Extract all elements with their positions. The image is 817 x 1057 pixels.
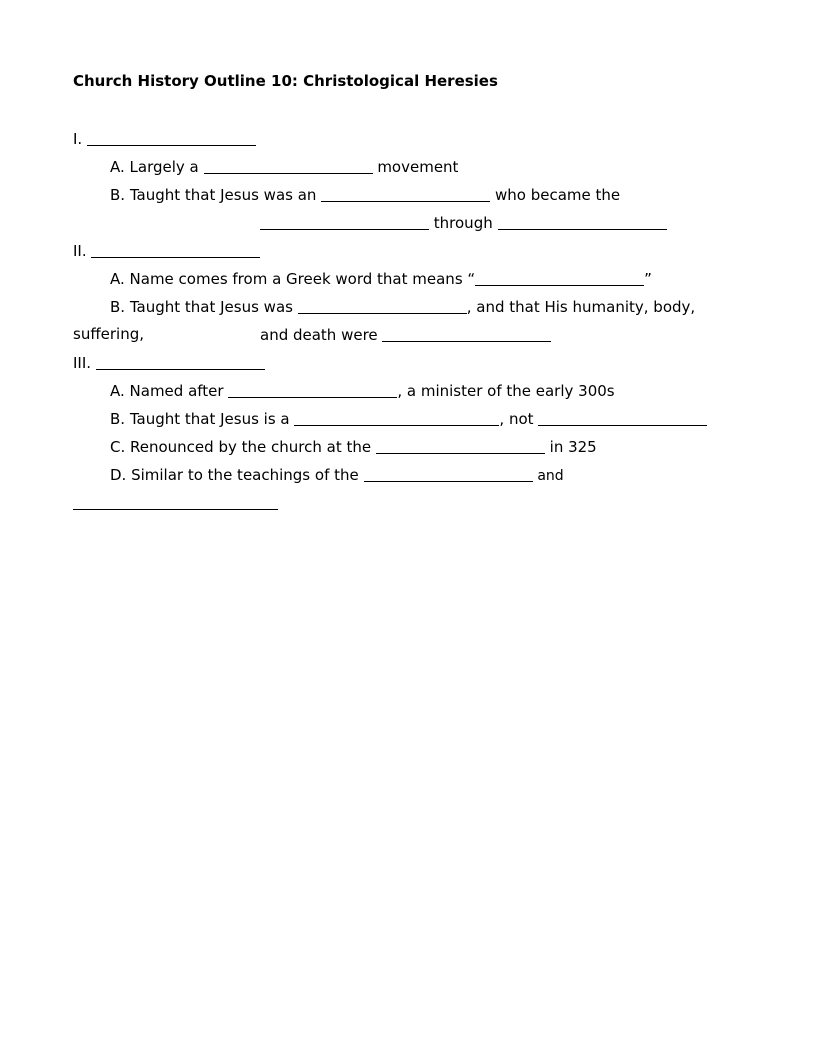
item-text: A. Name comes from a Greek word that means “ <box>110 270 476 288</box>
section-3-item-d <box>110 465 564 485</box>
item-text: suffering, <box>73 325 145 343</box>
item-text: ” <box>644 270 652 288</box>
section-3-item-b <box>110 409 707 428</box>
section-1-heading <box>73 129 256 148</box>
item-text: and death were <box>260 326 378 344</box>
section-3-item-d-continued <box>73 493 278 512</box>
section-2-item-b-continued-1 <box>73 325 144 343</box>
fill-blank[interactable] <box>204 159 373 174</box>
fill-blank[interactable] <box>538 411 707 426</box>
item-text: C. Renounced by the church at the <box>110 438 372 456</box>
item-text: who became the <box>494 186 621 204</box>
fill-blank[interactable] <box>96 355 265 370</box>
section-2-item-b-continued-2 <box>260 325 551 344</box>
item-text: B. Taught that Jesus is a <box>110 410 290 428</box>
fill-blank[interactable] <box>228 383 397 398</box>
section-3-item-a <box>110 381 615 400</box>
section-2-heading <box>73 241 260 260</box>
fill-blank[interactable] <box>87 131 256 146</box>
item-text: A. Largely a <box>110 158 199 176</box>
fill-blank[interactable] <box>364 467 533 482</box>
item-text: and <box>537 468 564 484</box>
item-text: D. Similar to the teachings of the <box>110 466 359 484</box>
item-text: A. Named after <box>110 382 224 400</box>
fill-blank[interactable] <box>376 439 545 454</box>
fill-blank[interactable] <box>475 271 644 286</box>
section-3-heading <box>73 353 265 372</box>
item-text: , a minister of the early 300s <box>397 382 615 400</box>
section-2-item-a <box>110 269 652 288</box>
fill-blank[interactable] <box>73 495 278 510</box>
fill-blank[interactable] <box>382 327 551 342</box>
section-3-numeral: III. <box>73 354 92 372</box>
section-1-item-b-continued <box>260 213 667 232</box>
fill-blank[interactable] <box>321 187 490 202</box>
item-text: , not <box>499 410 534 428</box>
fill-blank[interactable] <box>260 215 429 230</box>
fill-blank[interactable] <box>294 411 499 426</box>
item-text: , and that His humanity, body, <box>466 298 696 316</box>
page-title: Church History Outline 10: Christological Heresies <box>73 72 498 90</box>
section-3-item-c <box>110 437 597 456</box>
item-text: through <box>433 214 493 232</box>
section-2-numeral: II. <box>73 242 87 260</box>
item-text: B. Taught that Jesus was an <box>110 186 317 204</box>
section-1-item-b <box>110 185 620 204</box>
item-text: movement <box>377 158 459 176</box>
section-1-item-a <box>110 157 458 176</box>
item-text: in 325 <box>549 438 597 456</box>
section-1-numeral: I. <box>73 130 83 148</box>
fill-blank[interactable] <box>298 299 467 314</box>
fill-blank[interactable] <box>498 215 667 230</box>
item-text: B. Taught that Jesus was <box>110 298 293 316</box>
section-2-item-b <box>110 297 695 316</box>
fill-blank[interactable] <box>91 243 260 258</box>
